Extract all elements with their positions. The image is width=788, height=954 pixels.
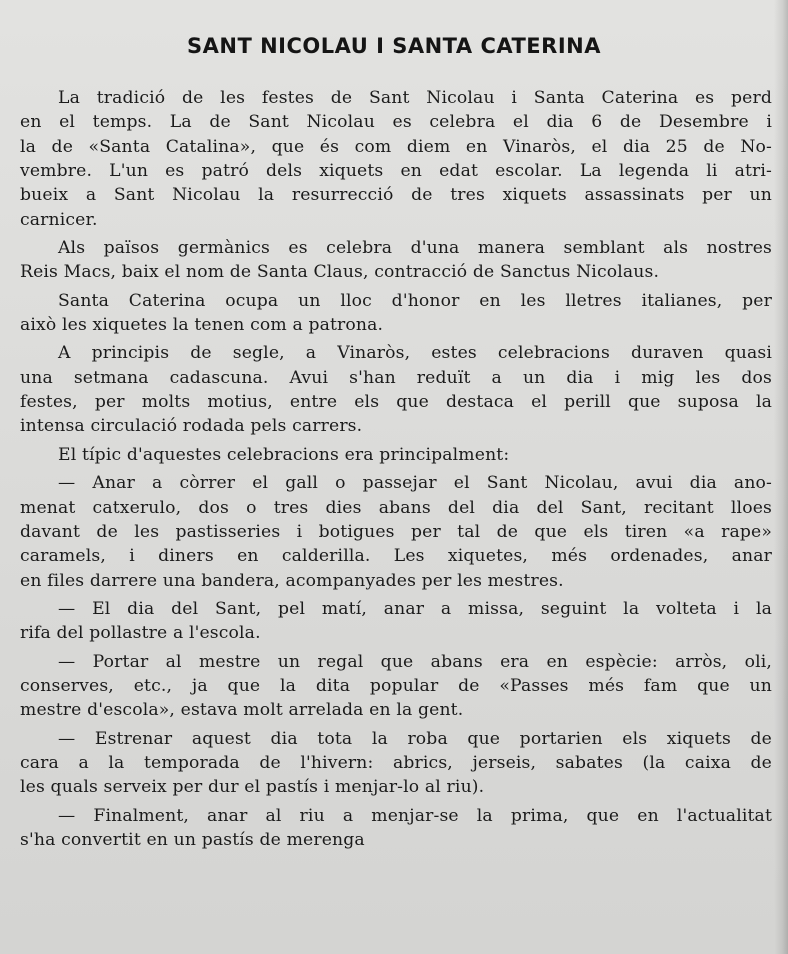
text-line: bueix a Sant Nicolau la resurrecció de tres xiquets assassinats per un: [20, 185, 772, 206]
text-line: — El dia del Sant, pel matí, anar a missa, seguint la volteta i la: [58, 598, 772, 619]
text-line: rifa del pollastre a l'escola.: [20, 623, 261, 644]
text-line: cara a la temporada de l'hivern: abrics, jerseis, sabates (la caixa de: [20, 752, 772, 773]
text-line: A principis de segle, a Vinaròs, estes celebracions duraven quasi: [58, 343, 772, 364]
text-line: La tradició de les festes de Sant Nicolau i Santa Caterina es perd: [58, 88, 772, 108]
text-line: això les xiquetes la tenen com a patrona.: [20, 315, 384, 336]
text-line: caramels, i diners en calderilla. Les xiquetes, més ordenades, anar: [20, 546, 772, 567]
text-line: — Finalment, anar al riu a menjar-se la prima, que en l'actualitat: [58, 805, 772, 826]
article-body: [20, 86, 772, 852]
text-line: en el temps. La de Sant Nicolau es celebra el dia 6 de Desembre i: [20, 112, 772, 133]
paragraph: [20, 86, 772, 232]
text-line: — Portar al mestre un regal que abans era en espècie: arròs, oli,: [58, 651, 772, 672]
text-line: una setmana cadascuna. Avui s'han reduït a un dia i mig les dos: [20, 367, 772, 388]
text-line: les quals serveix per dur el pastís i menjar-lo al riu).: [20, 777, 485, 798]
text-line: Santa Caterina ocupa un lloc d'honor en les lletres italianes, per: [58, 290, 772, 311]
text-line: vembre. L'un es patró dels xiquets en edat escolar. La legenda li atri-: [20, 161, 772, 182]
text-line: s'ha convertit en un pastís de merenga: [20, 829, 365, 850]
text-line: menat catxerulo, dos o tres dies abans del dia del Sant, recitant lloes: [20, 497, 772, 518]
paragraph: [20, 236, 772, 285]
paragraph: [20, 727, 772, 800]
paragraph: [20, 341, 772, 438]
paragraph: [20, 471, 772, 593]
text-line: Als països germànics es celebra d'una manera semblant als nostres: [58, 238, 772, 259]
text-line: la de «Santa Catalina», que és com diem en Vinaròs, el dia 25 de No-: [20, 136, 772, 157]
text-line: — Anar a còrrer el gall o passejar el Sant Nicolau, avui dia ano-: [58, 473, 772, 494]
page-shadow-edge: [774, 0, 788, 954]
text-line: festes, per molts motius, entre els que destaca el perill que suposa la: [20, 392, 772, 413]
paragraph: [20, 650, 772, 723]
text-line: El típic d'aquestes celebracions era principalment:: [58, 444, 510, 465]
text-line: carnicer.: [20, 209, 98, 230]
text-line: en files darrere una bandera, acompanyades per les mestres.: [20, 570, 564, 591]
paragraph: [20, 804, 772, 853]
article-title: SANT NICOLAU I SANTA CATERINA: [187, 34, 601, 58]
text-line: conserves, etc., ja que la dita popular de «Passes més fam que un: [20, 675, 772, 696]
paragraph: [20, 443, 772, 467]
paragraph: [20, 289, 772, 338]
text-line: — Estrenar aquest dia tota la roba que portarien els xiquets de: [58, 728, 772, 749]
text-line: intensa circulació rodada pels carrers.: [20, 416, 363, 437]
paragraph: [20, 597, 772, 646]
text-line: Reis Macs, baix el nom de Santa Claus, contracció de Sanctus Nicolaus.: [20, 262, 660, 283]
text-line: davant de les pastisseries i botigues per tal de que els tiren «a rape»: [20, 521, 772, 542]
text-line: mestre d'escola», estava molt arrelada en la gent.: [20, 700, 464, 721]
